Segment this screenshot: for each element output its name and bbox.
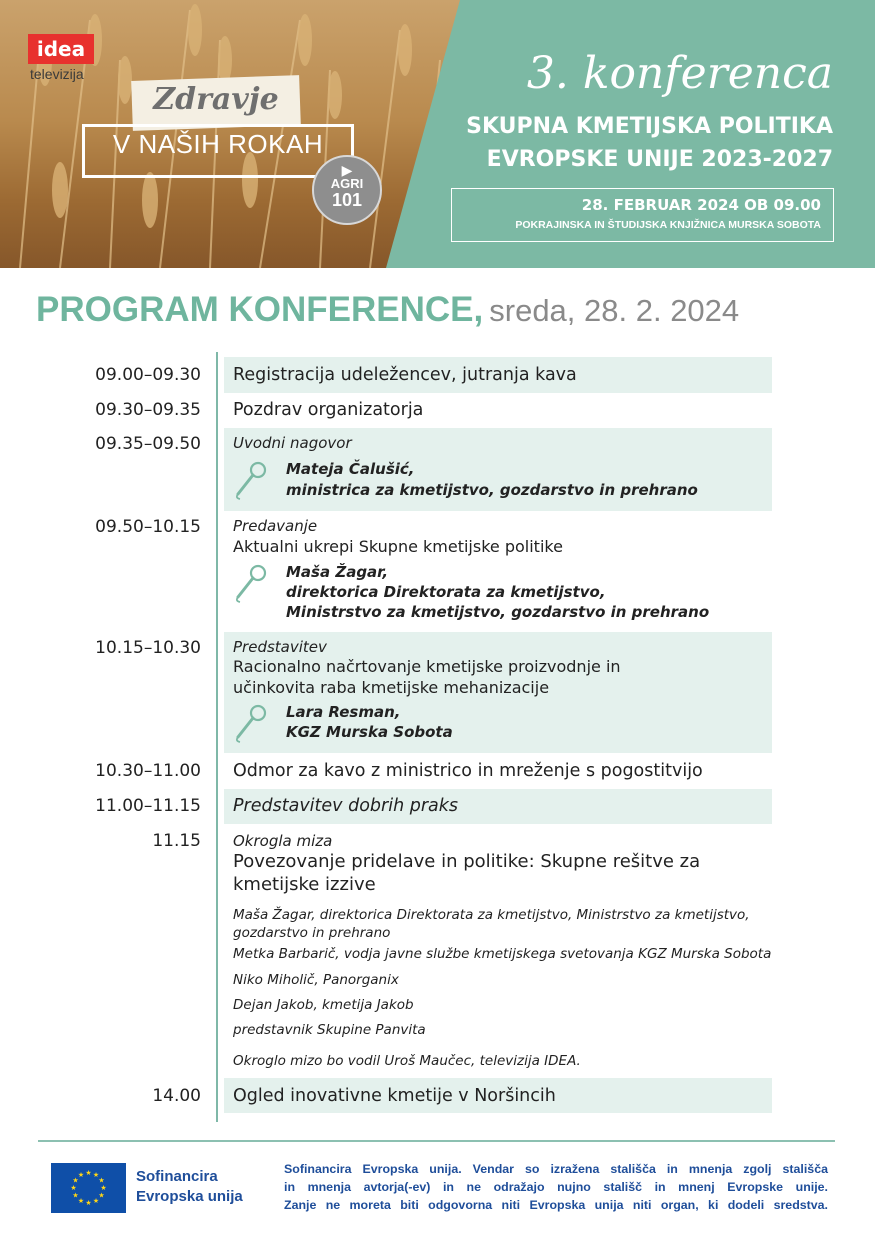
agenda-time: 10.30–11.00 [95, 761, 201, 781]
agenda-time: 11.00–11.15 [95, 796, 201, 816]
svg-text:★: ★ [85, 1199, 92, 1207]
agenda-title: Pozdrav organizatorja [233, 400, 424, 420]
agenda-time: 09.00–09.30 [95, 365, 201, 385]
microphone-icon [232, 563, 268, 603]
show-title-line1: Zdravje [153, 82, 279, 117]
agenda-title: Ogled inovativne kmetije v Noršincih [233, 1086, 556, 1106]
panelist: predstavnik Skupine Panvita [233, 1022, 426, 1038]
eu-cofunded-label: Evropska unija [136, 1188, 243, 1205]
agenda-time: 14.00 [152, 1086, 201, 1106]
svg-text:★: ★ [92, 1171, 100, 1179]
eu-flag-icon [51, 1163, 126, 1213]
svg-text:★: ★ [100, 1184, 107, 1192]
agenda-time: 09.30–09.35 [95, 400, 201, 420]
show-title-line2: V NAŠIH ROKAH [112, 129, 324, 159]
eu-disclaimer: Zanje ne moreta biti odgovorna niti Evropska unija niti organ, ki dodeli sredstva. [284, 1198, 828, 1212]
conference-date: 28. FEBRUAR 2024 OB 09.00 [581, 196, 821, 214]
agenda-time: 09.50–10.15 [95, 517, 201, 537]
panelist: gozdarstvo in prehrano [233, 925, 391, 941]
agenda-type: Predavanje [233, 517, 318, 535]
agenda-title: učinkovita raba kmetijske mehanizacije [233, 678, 550, 697]
footer-divider [38, 1140, 835, 1142]
microphone-icon [232, 460, 268, 500]
svg-text:★: ★ [72, 1176, 79, 1185]
idea-logo: idea [28, 34, 94, 64]
play-icon: ▶ [341, 162, 353, 178]
svg-text:★: ★ [70, 1184, 77, 1192]
agenda-time: 09.35–09.50 [95, 434, 201, 454]
conference-title-line1: SKUPNA KMETIJSKA POLITIKA [466, 114, 833, 139]
idea-logo-subtitle: televizija [30, 66, 84, 82]
program-title: PROGRAM KONFERENCE, [36, 290, 484, 329]
conference-title-line2: EVROPSKE UNIJE 2023-2027 [486, 147, 833, 172]
eu-cofunded-label: Sofinancira [136, 1168, 218, 1185]
svg-text:★: ★ [72, 1191, 79, 1200]
page-title [36, 290, 739, 330]
agenda-title: Registracija udeležencev, jutranja kava [233, 365, 577, 385]
panelist: Maša Žagar, direktorica Direktorata za kmetijstvo, Ministrstvo za kmetijstvo, [233, 907, 750, 923]
agenda-title: Racionalno načrtovanje kmetijske proizvodnje in [233, 657, 621, 676]
svg-text:★: ★ [77, 1171, 85, 1179]
speaker-name: Lara Resman, [286, 703, 401, 721]
speaker-role: direktorica Direktorata za kmetijstvo, [286, 583, 606, 601]
svg-text:★: ★ [98, 1191, 105, 1200]
agenda-title: Aktualni ukrepi Skupne kmetijske politike [233, 537, 563, 556]
agenda-title: Povezovanje pridelave in politike: Skupne rešitve za [233, 851, 701, 872]
eu-disclaimer: Sofinancira Evropska unija. Vendar so izražena stališča in mnenja zgolj stališča [284, 1162, 828, 1176]
agenda-time: 10.15–10.30 [95, 638, 201, 658]
agenda-type: Uvodni nagovor [233, 434, 352, 452]
speaker-role: ministrica za kmetijstvo, gozdarstvo in prehrano [286, 481, 698, 499]
agenda-type: Okrogla miza [233, 832, 333, 850]
moderator-note: Okroglo mizo bo vodil Uroš Maučec, televizija IDEA. [233, 1053, 581, 1069]
agenda-title: Odmor za kavo z ministrico in mreženje s pogostitvijo [233, 761, 703, 781]
conference-number: 3. konferenca [526, 48, 833, 99]
agenda-type: Predstavitev [233, 638, 327, 656]
agri-badge-number: 101 [331, 190, 363, 210]
microphone-icon [232, 703, 268, 743]
agri-badge-label: AGRI [330, 176, 364, 191]
conference-venue: POKRAJINSKA IN ŠTUDIJSKA KNJIŽNICA MURSKA SOBOTA [515, 219, 821, 231]
agenda-time: 11.15 [152, 831, 201, 851]
eu-disclaimer: in mnenja avtorja(-ev) in ne odražajo nujno stališč in mnenj Evropske unije. [284, 1180, 828, 1194]
agenda-title: kmetijske izzive [233, 874, 376, 895]
speaker-name: Maša Žagar, [286, 563, 389, 581]
speaker-org: KGZ Murska Sobota [286, 723, 453, 741]
svg-text:★: ★ [85, 1169, 92, 1177]
timeline-divider [216, 352, 218, 1122]
panelist: Niko Miholič, Panorganix [233, 972, 399, 988]
panelist: Metka Barbarič, vodja javne službe kmetijskega svetovanja KGZ Murska Sobota [233, 946, 772, 962]
program-date: sreda, 28. 2. 2024 [489, 293, 740, 328]
agri101-badge [312, 155, 382, 225]
panelist: Dejan Jakob, kmetija Jakob [233, 997, 414, 1013]
svg-text:★: ★ [77, 1197, 85, 1205]
svg-text:★: ★ [98, 1176, 105, 1185]
speaker-org: Ministrstvo za kmetijstvo, gozdarstvo in prehrano [286, 603, 710, 621]
agenda-title: Predstavitev dobrih praks [233, 796, 459, 816]
speaker-name: Mateja Čalušić, [286, 460, 415, 478]
svg-text:★: ★ [92, 1197, 100, 1205]
